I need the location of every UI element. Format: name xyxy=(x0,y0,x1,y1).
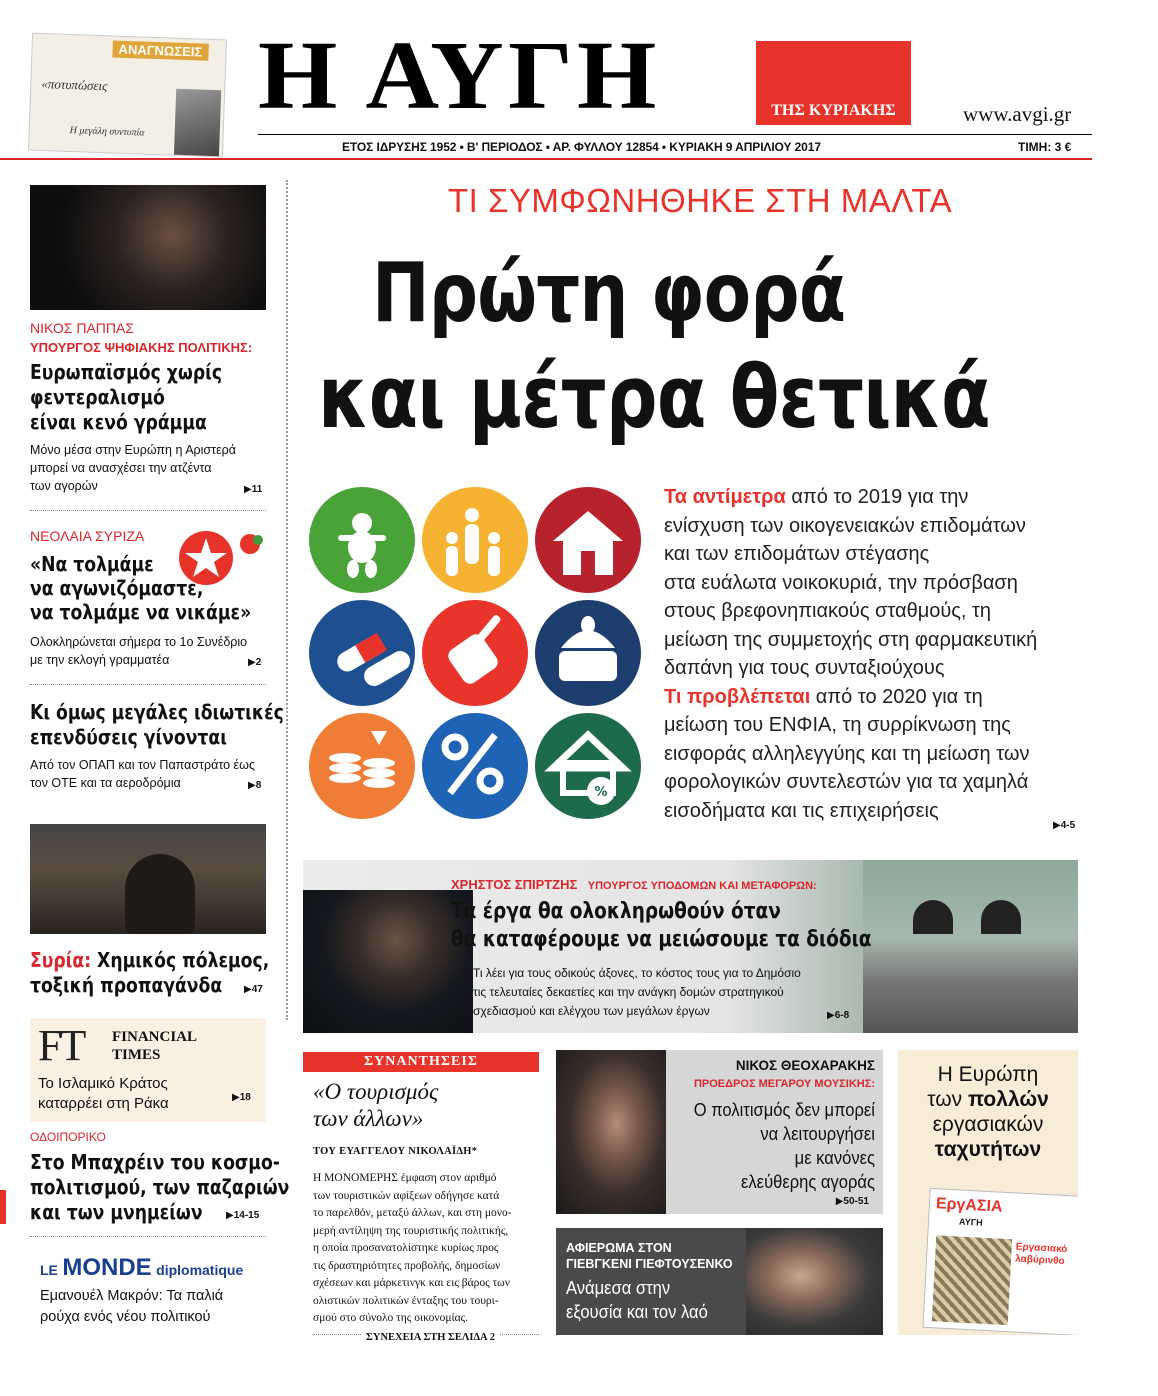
syriza-headline[interactable]: «Να τολμάμε να αγωνιζόμαστε, να τολμάμε να νικάμε» xyxy=(30,552,252,624)
yevtushenko-kicker: ΑΦΙΕΡΩΜΑ ΣΤΟΝ ΓΙΕΒΓΚΕΝΙ ΓΙΕΦΤΟΥΣΕΝΚΟ xyxy=(566,1241,733,1271)
lead-headline[interactable]: Πρώτη φορά xyxy=(372,246,846,341)
price: ΤΙΜΗ: 3 € xyxy=(1018,140,1072,154)
spirtzis-box[interactable] xyxy=(303,860,1078,1033)
ergasia-box[interactable] xyxy=(898,1050,1078,1335)
maze-image xyxy=(932,1235,1012,1325)
theoharakis-name: ΝΙΚΟΣ ΘΕΟΧΑΡΑΚΗΣ xyxy=(735,1058,875,1073)
spirtzis-photo xyxy=(303,890,473,1033)
supplement-thumbnail[interactable] xyxy=(28,33,227,158)
tunnel-road-photo xyxy=(863,860,1078,1033)
ergasia-logo: ΕργΑΣΙΑ xyxy=(935,1195,1003,1216)
opinion-continue[interactable]: ΣΥΝΕΧΕΙΑ ΣΤΗ ΣΕΛΙΔΑ 2 xyxy=(362,1332,499,1343)
gas-mask-figure xyxy=(125,854,195,934)
coins-down-icon xyxy=(309,713,415,819)
syria-page-ref[interactable]: ▶47 xyxy=(244,984,263,995)
lead-p2-kicker: Τι προβλέπεται xyxy=(664,685,811,708)
spirtzis-headline: Τα έργα θα ολοκληρωθούν όταν θα καταφέρουμε να μειώσουμε τα διόδια xyxy=(451,899,872,952)
ergasia-cover xyxy=(922,1188,1078,1335)
ft-page-ref[interactable]: ▶18 xyxy=(232,1092,251,1103)
monde-summary[interactable]: Εμανουέλ Μακρόν: Τα παλιά ρούχα ενός νέου πολιτικού xyxy=(40,1288,224,1325)
theoharakis-page-ref[interactable]: ▶50-51 xyxy=(835,1196,869,1207)
theoharakis-box[interactable] xyxy=(556,1050,883,1214)
theoharakis-role: ΠΡΟΕΔΡΟΣ ΜΕΓΑΡΟΥ ΜΟΥΣΙΚΗΣ: xyxy=(693,1078,875,1090)
masthead-rule xyxy=(258,134,1092,135)
ergasia-logo-sub: ΑΥΓΗ xyxy=(958,1216,983,1228)
lead-kicker: ΤΙ ΣΥΜΦΩΝΗΘΗΚΕ ΣΤΗ ΜΑΛΤΑ xyxy=(448,182,953,219)
syria-headline[interactable]: Συρία: Χημικός πόλεμος, τοξική προπαγάνδα xyxy=(30,948,270,997)
monde-logo xyxy=(40,1254,243,1282)
ft-name: FINANCIAL TIMES xyxy=(112,1029,198,1063)
measures-icon-grid xyxy=(305,483,645,828)
edition-label: ΤΗΣ ΚΥΡΙΑΚΗΣ xyxy=(771,102,896,119)
lead-p1-kicker: Τα αντίμετρα xyxy=(664,486,786,508)
pappas-role: ΥΠΟΥΡΓΟΣ ΨΗΦΙΑΚΗΣ ΠΟΛΙΤΙΚΗΣ: xyxy=(30,340,253,355)
supplement-line: «ποτυπώσεις xyxy=(41,75,108,94)
spirtzis-name: ΧΡΗΣΤΟΣ ΣΠΙΡΤΖΗΣ ΥΠΟΥΡΓΟΣ ΥΠΟΔΟΜΩΝ ΚΑΙ ΜΕΤΑΦΟΡΩΝ: xyxy=(451,877,817,892)
column-separator xyxy=(286,180,288,1020)
ergasia-teaser: Η Ευρώπη των πολλών εργασιακών ταχυτήτων xyxy=(927,1063,1049,1161)
lead-body: Τα αντίμετρα από το 2019 για την ενίσχυση των οικογενειακών επιδομάτων και των επιδομάτων στέγασης στα ευάλωτα νοικοκυριά, την πρόσβαση στους βρεφονηπιακούς σταθμούς, τη μείωση της συμμετοχής στη φαρμακευτική δαπάνη για τους συνταξιούχους Τι προβλέπεται από το 2020 για τη μείωση του ΕΝΦΙΑ, τη συρρίκνωση της εισφοράς αλληλεγγύης και τη μείωση των φορολογικών συντελεστών για τα χαμηλά εισοδήματα και τις επιχειρήσεις xyxy=(664,486,1038,822)
divider xyxy=(30,510,266,511)
masthead-rule-bottom xyxy=(0,158,1092,160)
travel-kicker: ΟΔΟΙΠΟΡΙΚΟ xyxy=(30,1130,106,1144)
tunnel xyxy=(981,900,1021,934)
opinion-author: ΤΟΥ ΕΥΑΓΓΕΛΟΥ ΝΙΚΟΛΑΪΔΗ* xyxy=(313,1146,478,1157)
ft-logo: FT xyxy=(38,1021,84,1070)
ergasia-cover-title: Εργασιακό λαβύρινθο xyxy=(1014,1241,1068,1268)
supplement-title: ΑΝΑΓΝΩΣΕΙΣ xyxy=(112,40,208,60)
invest-headline[interactable]: Κι όμως μεγάλες ιδιωτικές επενδύσεις γίνονται xyxy=(30,700,284,749)
theoharakis-photo xyxy=(556,1050,666,1214)
syria-kicker: Συρία: xyxy=(30,948,92,972)
divider xyxy=(30,684,266,685)
syria-photo[interactable] xyxy=(30,824,266,934)
invest-summary: Από τον ΟΠΑΠ και τον Παπαστράτο έως τον ΟΤΕ και τα αεροδρόμια xyxy=(30,758,255,790)
lead-headline-2[interactable]: και μέτρα θετικά xyxy=(318,348,990,448)
opinion-header xyxy=(303,1052,539,1072)
supplement-photo xyxy=(174,89,221,158)
yevtushenko-photo xyxy=(746,1228,883,1335)
syriza-kicker: ΝΕΟΛΑΙΑ ΣΥΡΙΖΑ xyxy=(30,528,145,544)
syriza-summary: Ολοκληρώνεται σήμερα το 1ο Συνέδριο με την εκλογή γραμματέα xyxy=(30,635,248,667)
svg-text:%: % xyxy=(594,785,608,800)
edition-badge xyxy=(756,41,911,125)
theoharakis-quote: Ο πολιτισμός δεν μπορεί να λειτουργήσει με κανόνες ελεύθερης αγοράς xyxy=(693,1100,875,1192)
spirtzis-summary: Τι λέει για τους οδικούς άξονες, το κόστος τους για το Δημόσιο τις τελευταίες δεκαετίες και την ανάγκη δομών στρατηγικού σχεδιασμού και ελέγχου των μεγάλων έργων xyxy=(473,966,801,1018)
page-edge-mark xyxy=(0,1190,6,1224)
travel-page-ref[interactable]: ▶14-15 xyxy=(226,1210,260,1221)
ft-summary: Το Ισλαμικό Κράτος καταρρέει στη Ράκα xyxy=(38,1075,169,1112)
pappas-name: ΝΙΚΟΣ ΠΑΠΠΑΣ xyxy=(30,320,135,336)
syriza-page-ref[interactable]: ▶2 xyxy=(248,657,262,668)
monde-le: LE xyxy=(40,1262,58,1278)
ft-box[interactable] xyxy=(30,1018,266,1122)
opinion-section: ΣΥΝΑΝΤΗΣΕΙΣ xyxy=(364,1054,478,1069)
issue-info: ΕΤΟΣ ΙΔΡΥΣΗΣ 1952 • Β' ΠΕΡΙΟΔΟΣ • ΑΡ. ΦΥΛΛΟΥ 12854 • ΚΥΡΙΑΚΗ 9 ΑΠΡΙΛΙΟΥ 2017 xyxy=(342,140,821,154)
spirtzis-page-ref[interactable]: ▶6-8 xyxy=(827,1010,850,1021)
logo-dot-green xyxy=(253,535,263,545)
monde-title: MONDE xyxy=(62,1254,152,1281)
yevtushenko-box[interactable] xyxy=(556,1228,883,1335)
opinion-title[interactable]: «Ο τουρισμός των άλλων» xyxy=(313,1079,439,1131)
opinion-body: Η ΜΟΝΟΜΕΡΗΣ έμφαση στον αριθμό των τουριστικών αφίξεων οδήγησε κατά το παρελθόν, μεταξύ άλλων, και στη μονο- μερή αντίληψη της τουριστικής πολιτικής, η οποία προσανατολίστηκε κυρίως προς τις δραστηριότητες προβολής, δημοσίων σχέσεων και μάρκετινγκ και εις βάρος των ολιστικών πολιτικών ένταξης του τουρι- σμού στο σύνολο της οικονομίας. xyxy=(313,1172,512,1324)
tunnel xyxy=(913,900,953,934)
supplement-line: Η μεγάλη συντυπία xyxy=(69,125,145,139)
pappas-photo[interactable] xyxy=(30,185,266,310)
pappas-headline[interactable]: Ευρωπαϊσμός χωρίς φεντεραλισμό είναι κενό γράμμα xyxy=(30,360,223,434)
pappas-page-ref[interactable]: ▶11 xyxy=(244,484,263,495)
website-link[interactable]: www.avgi.gr xyxy=(963,102,1072,126)
divider xyxy=(30,1236,266,1237)
newspaper-title: Η ΑΥΓΗ xyxy=(258,22,661,130)
lead-page-ref[interactable]: ▶4-5 xyxy=(1053,820,1076,831)
monde-dip: diplomatique xyxy=(156,1262,244,1278)
travel-headline[interactable]: Στο Μπαχρέιν του κοσμο- πολιτισμού, των παζαριών και των μνημείων xyxy=(30,1150,290,1224)
invest-page-ref[interactable]: ▶8 xyxy=(248,780,262,791)
yevtushenko-headline: Ανάμεσα στην εξουσία και τον λαό xyxy=(566,1278,708,1322)
pappas-summary: Μόνο μέσα στην Ευρώπη η Αριστερά μπορεί να ανασχέσει την ατζέντα των αγορών xyxy=(30,443,236,493)
